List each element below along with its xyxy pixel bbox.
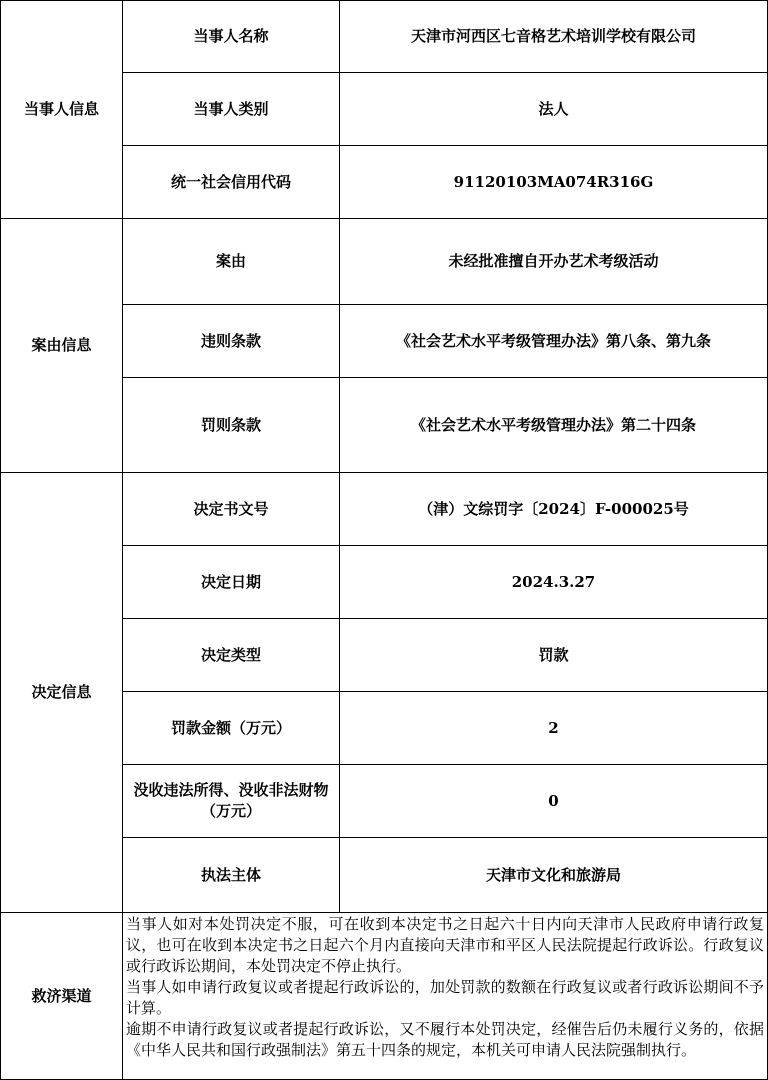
value-decision-date: 2024.3.27: [511, 572, 596, 591]
label-party-name: 当事人名称: [193, 27, 269, 45]
label-confiscation: 没收违法所得、没收非法财物（万元）: [133, 781, 329, 820]
section-remedy: 救济渠道: [31, 986, 92, 1005]
label-decision-date: 决定日期: [200, 572, 261, 591]
value-enforcer: 天津市文化和旅游局: [485, 865, 621, 884]
label-decision-type: 决定类型: [200, 645, 261, 664]
value-violated-clause: 《社会艺术水平考级管理办法》第八条、第九条: [395, 331, 711, 350]
label-party-type: 当事人类别: [193, 99, 269, 118]
value-cause: 未经批准擅自开办艺术考级活动: [448, 252, 659, 270]
label-credit-code: 统一社会信用代码: [170, 172, 291, 191]
remedy-paragraph: 当事人如申请行政复议或者提起行政诉讼的，加处罚款的数额在行政复议或者行政诉讼期间不予计算。: [126, 978, 764, 1017]
section-case-info: 案由信息: [31, 336, 92, 354]
label-enforcer: 执法主体: [200, 865, 261, 884]
value-party-type: 法人: [538, 99, 569, 118]
value-credit-code: 91120103MA074R316G: [453, 172, 654, 191]
value-penalty-clause: 《社会艺术水平考级管理办法》第二十四条: [410, 415, 696, 434]
remedy-paragraph: 当事人如对本处罚决定不服，可在收到本决定书之日起六十日内向天津市人民政府申请行政复议，也可在收到本决定书之日起六个月内直接向天津市和平区人民法院提起行政诉讼。行政复议或行政诉讼期间，本处罚决定不停止执行。: [126, 915, 764, 975]
section-decision-info: 决定信息: [31, 683, 92, 701]
value-decision-type: 罚款: [538, 645, 569, 664]
value-doc-number: （津）文综罚字〔2024〕F-000025号: [418, 499, 689, 518]
label-fine-amount: 罚款金额（万元）: [170, 718, 291, 737]
label-penalty-clause: 罚则条款: [200, 415, 261, 434]
label-violated-clause: 违则条款: [200, 331, 261, 350]
section-party-info: 当事人信息: [23, 100, 99, 118]
value-fine-amount: 2: [548, 718, 559, 737]
remedy-text-block: [124, 913, 766, 1079]
value-party-name: 天津市河西区七音格艺术培训学校有限公司: [410, 27, 696, 45]
value-confiscation: 0: [548, 791, 559, 810]
remedy-paragraph: 逾期不申请行政复议或者提起行政诉讼，又不履行本处罚决定，经催告后仍未履行义务的，依据《中华人民共和国行政强制法》第五十四条的规定，本机关可申请人民法院强制执行。: [126, 1020, 764, 1059]
label-cause: 案由: [215, 252, 246, 270]
label-doc-number: 决定书文号: [193, 499, 269, 518]
